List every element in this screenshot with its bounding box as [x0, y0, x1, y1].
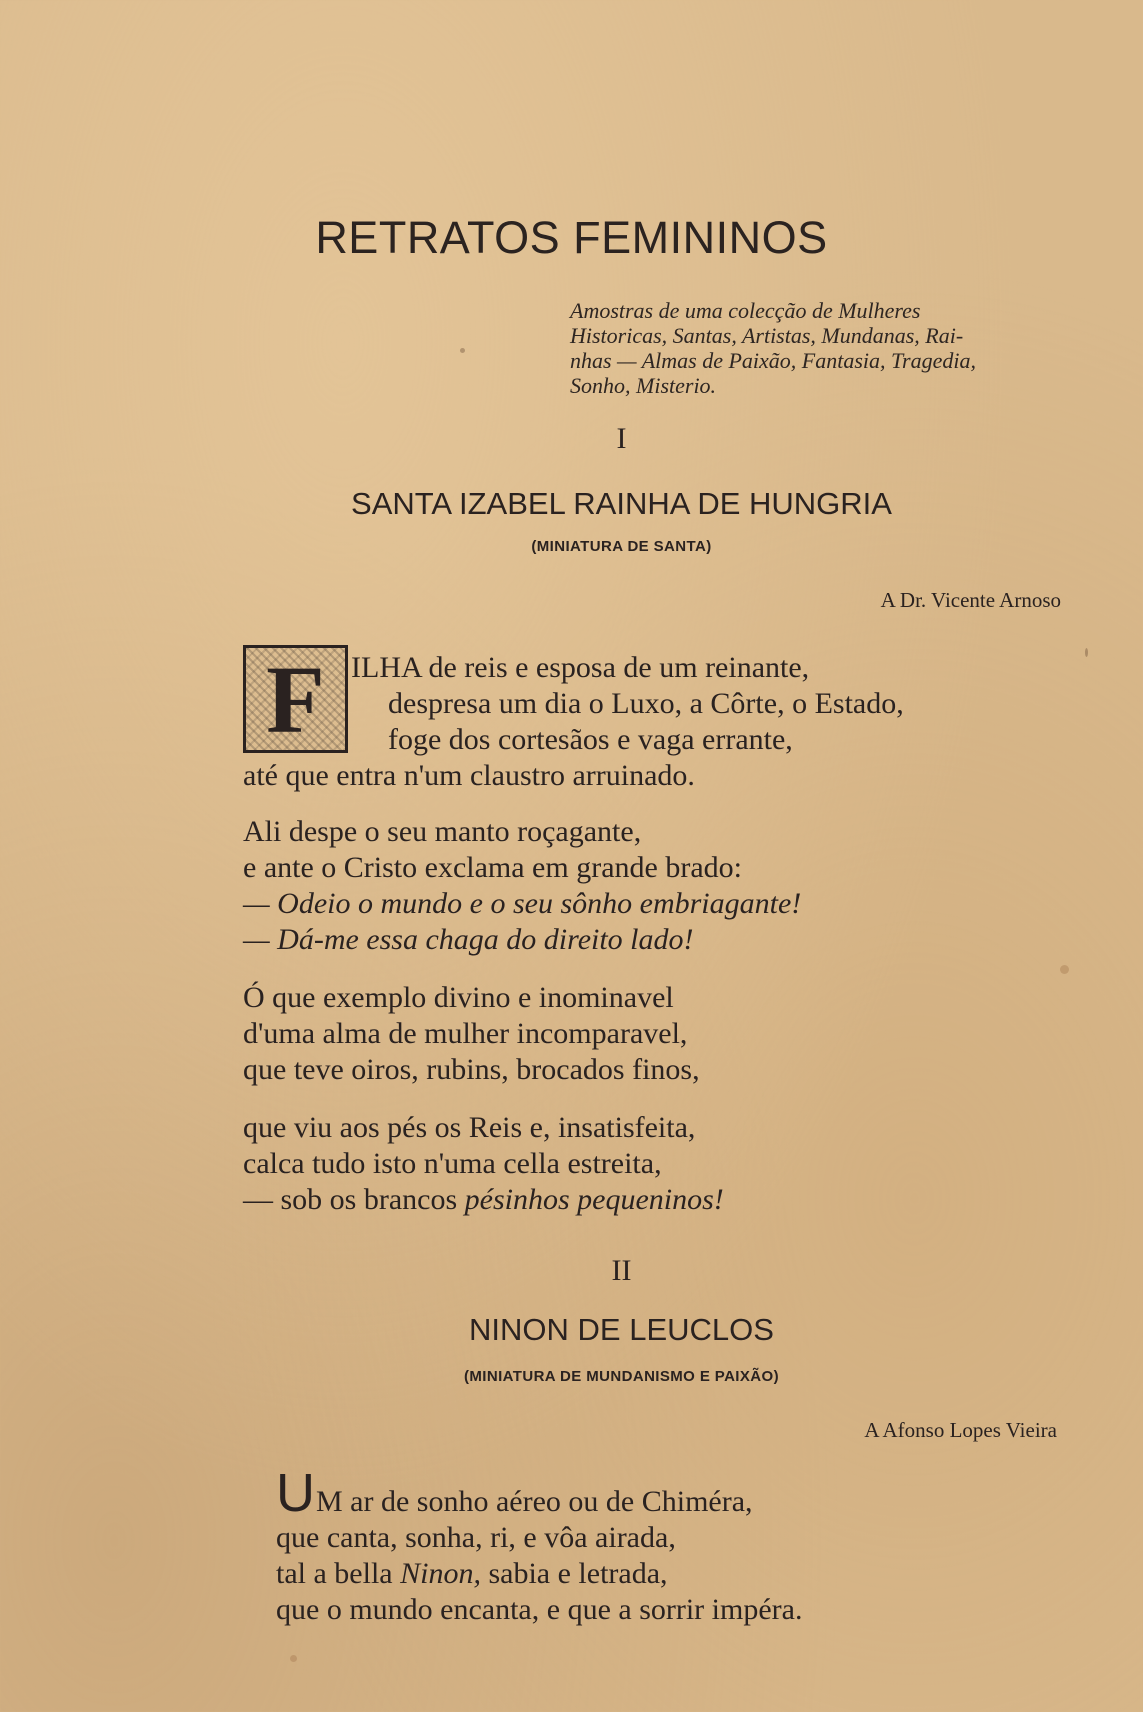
section-title: SANTA IZABEL RAINHA DE HUNGRIA — [351, 486, 892, 521]
epigraph — [570, 298, 1070, 398]
paper-speck — [1060, 965, 1069, 974]
verse-italic-text: Ninon, — [400, 1557, 481, 1590]
verse-line: Ó que exemplo divino e inominavel — [243, 981, 674, 1014]
drop-cap-letter: F — [246, 648, 345, 750]
epigraph-line: Historicas, Santas, Artistas, Mundanas, Rai- — [570, 323, 964, 348]
verse-italic-text: pésinhos pequeninos! — [464, 1183, 724, 1216]
verse-line: M ar de sonho aéreo ou de Chiméra, — [316, 1485, 753, 1518]
verse-line: e ante o Cristo exclama em grande brado: — [243, 851, 742, 884]
verse-line: que canta, sonha, ri, e vôa airada, — [276, 1521, 676, 1554]
page-title: RETRATOS FEMININOS — [315, 212, 828, 263]
section-title: NINON DE LEUCLOS — [469, 1312, 774, 1347]
epigraph-line: nhas — Almas de Paixão, Fantasia, Tragedia, — [570, 348, 976, 373]
verse-line — [276, 1556, 668, 1591]
verse-text: sabia e letrada, — [480, 1557, 668, 1590]
dedication: A Afonso Lopes Vieira — [864, 1418, 1057, 1442]
ornamental-drop-cap — [243, 645, 348, 753]
verse-line: que teve oiros, rubins, brocados finos, — [243, 1053, 700, 1086]
verse-line: — Dá-me essa chaga do direito lado! — [243, 923, 694, 956]
verse-line: até que entra n'um claustro arruinado. — [243, 759, 695, 792]
verse-line: que viu aos pés os Reis e, insatisfeita, — [243, 1111, 696, 1144]
drop-cap-letter: U — [276, 1463, 315, 1523]
section-subtitle: (MINIATURA DE SANTA) — [531, 538, 712, 555]
paper-speck — [460, 348, 465, 353]
verse-text: — sob os brancos — [243, 1183, 465, 1216]
verse-line: calca tudo isto n'uma cella estreita, — [243, 1147, 662, 1180]
verse-line: despresa um dia o Luxo, a Côrte, o Estado, — [388, 687, 904, 720]
verse-line — [243, 1182, 724, 1217]
paper-speck — [290, 1655, 297, 1662]
verse-line: — Odeio o mundo e o seu sônho embriagante! — [243, 887, 802, 920]
section-subtitle: (MINIATURA DE MUNDANISMO E PAIXÃO) — [464, 1368, 779, 1385]
section-numeral: II — [611, 1254, 632, 1287]
dedication: A Dr. Vicente Arnoso — [880, 588, 1061, 612]
verse-text: tal a bella — [276, 1557, 401, 1590]
verse-line: que o mundo encanta, e que a sorrir impéra. — [276, 1593, 803, 1626]
epigraph-line: Amostras de uma colecção de Mulheres — [570, 298, 921, 323]
verse-line: ILHA de reis e esposa de um reinante, — [351, 651, 810, 684]
verse-line: foge dos cortesãos e vaga errante, — [388, 723, 793, 756]
section-numeral: I — [616, 422, 627, 455]
verse-line: Ali despe o seu manto roçagante, — [243, 815, 642, 848]
paper-speck — [1085, 648, 1088, 657]
verse-line: d'uma alma de mulher incomparavel, — [243, 1017, 688, 1050]
epigraph-line: Sonho, Misterio. — [570, 373, 717, 398]
